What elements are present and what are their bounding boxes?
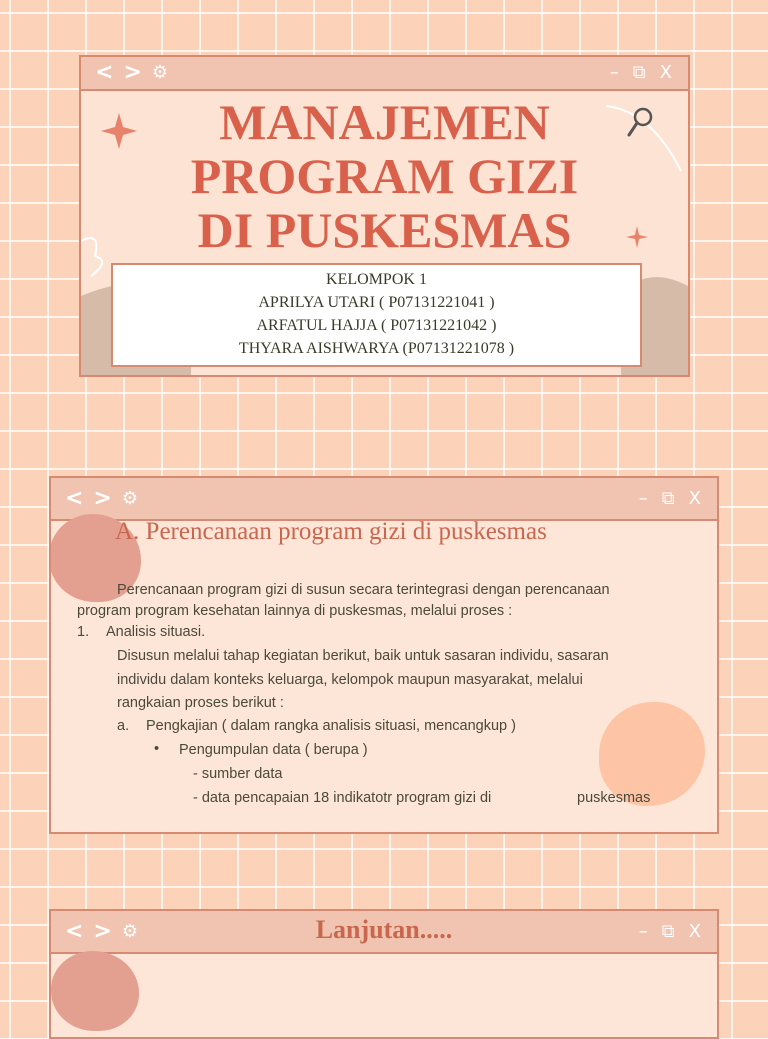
dash-item-1: - sumber data	[193, 766, 283, 782]
forward-icon[interactable]: >	[93, 485, 112, 511]
continuation-slide-window	[49, 909, 719, 1039]
member-2: ARFATUL HAJJA ( P07131221042 )	[256, 317, 497, 334]
back-icon[interactable]: <	[65, 485, 84, 511]
group-members-box	[111, 263, 642, 367]
title-line-1: MANAJEMEN	[219, 94, 550, 150]
minimize-icon[interactable]: –	[638, 920, 648, 942]
title-line-3: DI PUSKESMAS	[197, 202, 572, 258]
nav-controls	[95, 57, 168, 89]
maximize-icon[interactable]: ⧉	[661, 920, 675, 942]
para2-line1: Disusun melalui tahap kegiatan berikut, baik untuk sasaran individu, sasaran	[117, 648, 609, 664]
para1-line2: program program kesehatan lainnya di puskesmas, melalui proses :	[77, 603, 513, 619]
window-controls	[639, 911, 701, 952]
minimize-icon[interactable]: –	[638, 487, 648, 509]
title-slide-window	[79, 55, 690, 377]
sub-a-label: a.	[117, 718, 130, 734]
para1-line1: Perencanaan program gizi di susun secara terintegrasi dengan perencanaan	[117, 582, 610, 598]
close-icon[interactable]: X	[688, 920, 701, 942]
slide-title	[81, 95, 688, 257]
close-icon[interactable]: X	[688, 487, 701, 509]
group-name: KELOMPOK 1	[326, 271, 427, 288]
window-titlebar	[51, 911, 717, 954]
gear-icon[interactable]: ⚙	[121, 487, 139, 509]
window-controls	[610, 57, 672, 89]
back-icon[interactable]: <	[95, 60, 114, 85]
maximize-icon[interactable]: ⧉	[632, 62, 646, 83]
gear-icon[interactable]: ⚙	[121, 920, 139, 942]
minimize-icon[interactable]: –	[609, 62, 619, 83]
section-heading: A. Perencanaan program gizi di puskesmas	[115, 518, 547, 545]
member-1: APRILYA UTARI ( P07131221041 )	[258, 294, 495, 311]
content-slide-window	[49, 476, 719, 834]
item1-number: 1.	[77, 624, 90, 640]
continuation-heading: Lanjutan.....	[315, 915, 453, 944]
gear-icon[interactable]: ⚙	[151, 62, 169, 83]
forward-icon[interactable]: >	[123, 60, 142, 85]
dash-item-2: - data pencapaian 18 indikatotr program gizi di	[193, 790, 492, 806]
sub-a-text: Pengkajian ( dalam rangka analisis situasi, mencangkup )	[146, 718, 516, 734]
window-titlebar	[81, 57, 688, 91]
maximize-icon[interactable]: ⧉	[661, 487, 675, 509]
bullet-text: Pengumpulan data ( berupa )	[179, 742, 368, 758]
decorative-blob	[51, 951, 139, 1031]
title-line-2: PROGRAM GIZI	[190, 148, 579, 204]
forward-icon[interactable]: >	[93, 918, 112, 944]
section-body	[51, 478, 717, 832]
member-3: THYARA AISHWARYA (P07131221078 )	[238, 340, 515, 357]
bullet-marker: •	[154, 741, 160, 757]
dash-item-2-tail: puskesmas	[577, 790, 651, 806]
para2-line3: rangkaian proses berikut :	[117, 695, 284, 711]
close-icon[interactable]: X	[659, 62, 672, 83]
item1-text: Analisis situasi.	[106, 624, 206, 640]
para2-line2: individu dalam konteks keluarga, kelompok maupun masyarakat, melalui	[117, 672, 583, 688]
back-icon[interactable]: <	[65, 918, 84, 944]
